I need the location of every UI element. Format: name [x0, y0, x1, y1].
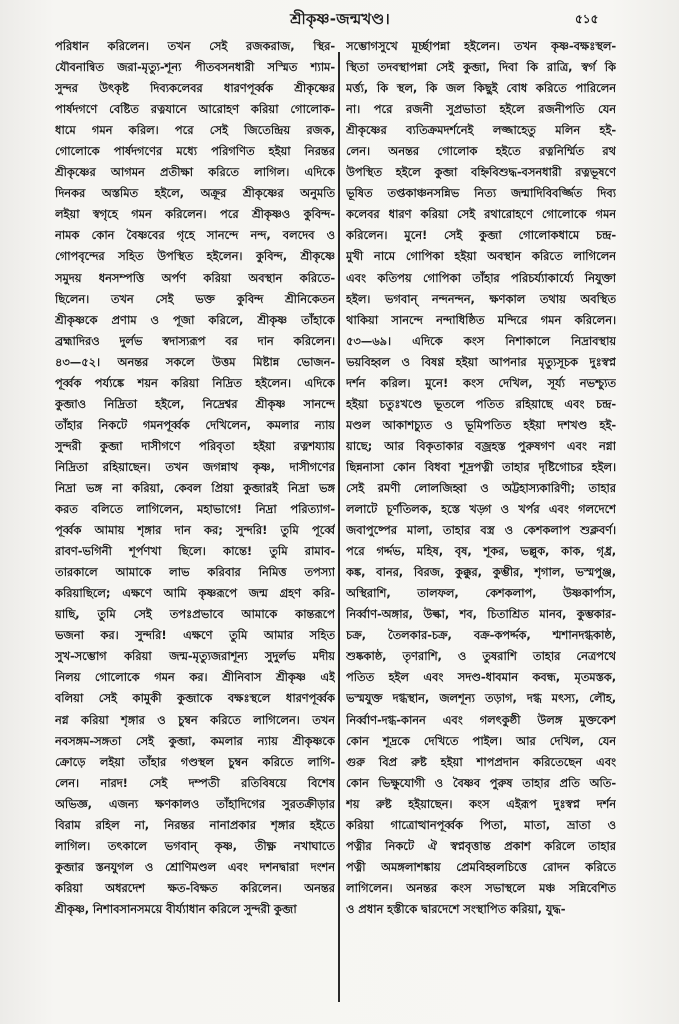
- text-line: চক্র, তৈলকার-চক্র, বক্র-কপর্দ্দক, শ্মশানদগ্ধকাষ্ঠ,: [346, 628, 616, 643]
- text-line: ভয়বিহ্বল ও বিষণ্ণ হইয়া আপনার মৃত্যুসূচক দুঃস্বপ্ন: [346, 354, 616, 369]
- text-line: নামক কোন বৈষ্ণবের গৃহে সানন্দে নন্দ, বলদেব ও: [55, 228, 335, 243]
- text-line: ভস্মযুক্ত দগ্ধস্থান, জলশূন্য তড়াগ, দগ্ধ মৎস্য, লৌহ,: [346, 691, 616, 706]
- text-line: এবং কতিপয় গোপিকা তাঁহার পরিচর্য্যাকার্য্যে নিযুক্তা: [346, 270, 616, 285]
- text-line: শ্রীকৃষ্ণের ব্যতিক্রমদর্শনেই লজ্জাহেতু মলিন হই-: [346, 123, 616, 138]
- text-line: নিদ্রিতা রহিয়াছেন। তখন জগন্নাথ কৃষ্ণ, দাসীগণের: [55, 459, 335, 474]
- text-line: সুন্দর উৎকৃষ্ট দিব্যকলেবর ধারণপূর্ব্বক শ্রীকৃষ্ণের: [55, 81, 335, 96]
- text-line: কঙ্ক, বানর, বিরজ, কুক্কুর, কুম্ভীর, শৃগাল, ভস্মপুঞ্জ,: [346, 565, 616, 580]
- text-line: য়াছি, তুমি সেই তপঃপ্রভাবে আমাকে কান্তরূপে: [55, 607, 335, 622]
- text-line: বলিয়া সেই কামুকী কুব্জাকে বক্ষঃস্থলে ধারণপূর্ব্বক: [55, 691, 335, 706]
- text-line: হইল। ভগবান্ নন্দনন্দন, ক্ষণকাল তথায় অবস্থিত: [346, 291, 616, 306]
- text-line: দর্শন করিল। মুনে! কংস দেখিল, সূর্য্য নভশ্চ্যুত: [346, 375, 616, 390]
- text-line: নগ্ন করিয়া শৃঙ্গার ও চুম্বন করিতে লাগিলেন। তখন: [55, 712, 335, 727]
- text-line: লাগিলেন। অনন্তর কংস সভাস্থলে মঞ্চ সন্নিবেশিত: [346, 880, 616, 895]
- text-line: করিলেন। মুনে! সেই কুব্জা গোলোকধামে চন্দ্র-: [346, 228, 616, 243]
- column-divider: [338, 52, 340, 1002]
- text-line: থাকিয়া সানন্দে নন্দাধিষ্ঠিত মন্দিরে গমন করিলেন।: [346, 312, 616, 327]
- text-line: দিনকর অস্তমিত হইলে, অক্রূর শ্রীকৃষ্ণের অনুমতি: [55, 186, 335, 201]
- text-line: লইয়া স্বগৃহে গমন করিলেন। পরে শ্রীকৃষ্ণও কুবিন্দ-: [55, 207, 335, 222]
- text-line: কোন ভিক্ষুযোগী ও বৈষ্ণব পুরুষ তাহার প্রতি অতি-: [346, 775, 616, 790]
- text-line: করিয়াছিলে; এক্ষণে আমি কৃষ্ণরূপে জন্ম গ্রহণ করি-: [55, 586, 335, 601]
- text-line: অস্থিরাশি, তালফল, কেশকলাপ, উষ্ণকার্পাস,: [346, 586, 616, 601]
- text-line: তাঁহার নিকটে গমনপূর্ব্বক দেখিলেন, কমলার ন্যায়: [55, 417, 335, 432]
- text-line: করত বলিতে লাগিলেন, মহাভাগে! নিদ্রা পরিত্যাগ-: [55, 502, 335, 517]
- text-line: মণ্ডল আকাশচ্যুত ও ভূমিপতিত হইয়া দশখণ্ড হই-: [346, 417, 616, 432]
- text-line: শুষ্ককাষ্ঠ, তৃণরাশি, ও তুষরাশি তাহার নেত্রপথে: [346, 649, 616, 664]
- text-line: ৪৩—৫২। অনন্তর সকলে উত্তম মিষ্টান্ন ভোজন-: [55, 354, 335, 369]
- text-line: করিয়া অধরদেশ ক্ষত-বিক্ষত করিলেন। অনন্তর: [55, 880, 335, 895]
- text-line: মর্ত্ত্য, কি স্থল, কি জল কিছুই বোধ করিতে পারিলেন: [346, 81, 616, 96]
- text-line: স্থিতা তদবস্থাপন্না সেই কুব্জা, দিবা কি রাত্রি, স্বর্গ কি: [346, 60, 616, 75]
- text-line: ভূষিত তপ্তকাঞ্চনসন্নিভ নিত্য জন্মাদিবিবর্জ্জিত দিব্য: [346, 186, 616, 201]
- text-line: গোপবৃন্দের সহিত উপস্থিত হইলেন। কুবিন্দ, শ্রীকৃষ্ণে: [55, 249, 335, 264]
- text-line: য়াছে; আর বিকৃতাকার বজ্রহস্ত পুরুষগণ এবং নগ্না: [346, 438, 616, 453]
- text-line: লেন। নারদ! সেই দম্পতী রতিবিষয়ে বিশেষ: [55, 775, 335, 790]
- text-line: তারকালে আমাকে লাভ করিবার নিমিত্ত তপস্যা: [55, 565, 335, 580]
- text-line: পার্ষদগণে বেষ্টিত রত্নযানে আরোহণ করিয়া গোলোক-: [55, 102, 335, 117]
- text-line: করিয়া গাত্রোত্থানপূর্ব্বক পিতা, মাতা, ভ্রাতা ও: [346, 817, 616, 832]
- text-line: নির্ব্বাণ-অঙ্গার, উল্কা, শব, চিতাশ্রিত মানব, কুম্ভকার-: [346, 607, 616, 622]
- text-line: মুখী নামে গোপিকা হইয়া অবস্থান করিতে লাগিলেন: [346, 249, 616, 264]
- text-line: লাগিল। তৎকালে ভগবান্ কৃষ্ণ, তীক্ষ্ণ নখাঘাতে: [55, 838, 335, 853]
- text-line: ধামে গমন করিল। পরে সেই জিতেন্দ্রিয় রজক,: [55, 123, 335, 138]
- text-line: হইয়া চতুঃখণ্ডে ভূতলে পতিত রহিয়াছে এবং চন্দ্র-: [346, 396, 616, 411]
- text-line: ও প্রধান হস্তীকে দ্বারদেশে সংস্থাপিত করিয়া, যুদ্ধ-: [346, 901, 566, 916]
- text-line: গোলোকে পার্ষদগণের মধ্যে পরিগণিত হইয়া নিরন্তর: [55, 144, 335, 159]
- text-line: ব্রহ্মাদিরও দুর্লভ স্বদাস্যরূপ বর দান করিলেন।: [55, 333, 335, 348]
- text-line: ললাটে চূর্ণতিলক, হস্তে খড়্গ ও খর্পর এবং গলদেশে: [346, 502, 616, 517]
- right-column: [346, 36, 616, 920]
- text-line: উপস্থিত হইলে কুব্জা বহ্নিবিশুদ্ধ-বসনধারী রত্নভূষণে: [346, 165, 616, 180]
- text-line: অভিজ্ঞ, এজন্য ক্ষণকালও তাঁহাদিগের সুরতক্রীড়ার: [55, 796, 335, 811]
- text-line: সমুদয় ধনসম্পত্তি অর্পণ করিয়া অবস্থান করিতে-: [55, 270, 335, 285]
- text-line: পরে গর্দ্দভ, মহিষ, বৃষ, শূকর, ভল্লুক, কাক, গৃধ্র,: [346, 544, 616, 559]
- text-line: কুব্জাও নিদ্রিতা হইলে, নিদ্রেশ্বর শ্রীকৃষ্ণ সানন্দে: [55, 396, 335, 411]
- page-header: [0, 8, 679, 32]
- running-title: শ্রীকৃষ্ণ-জন্মখণ্ড।: [290, 10, 390, 28]
- text-line: ৫৩—৬৯। এদিকে কংস নিশাকালে নিদ্রাবস্থায়: [346, 333, 616, 348]
- left-column: [55, 36, 335, 920]
- text-line: সম্ভোগসুখে মূর্চ্ছাপন্না হইলেন। তখন কৃষ্ণ-বক্ষঃস্থল-: [346, 39, 616, 53]
- text-line: শ্রীকৃষ্ণের আগমন প্রতীক্ষা করিতে লাগিল। এদিকে: [55, 165, 335, 180]
- text-line: পত্নীর নিকটে ঐ স্বপ্নবৃত্তান্ত প্রকাশ করিলে তাহার: [346, 838, 616, 853]
- text-line: লেন। অনন্তর গোলোক হইতে রত্ননির্ম্মিত রথ: [346, 144, 616, 159]
- text-line: পূর্ব্বক আমায় শৃঙ্গার দান কর; সুন্দরি! তুমি পূর্ব্বে: [55, 523, 335, 538]
- text-line: পতিত হইল এবং সদণ্ড-ধাবমান কবন্ধ, মৃতমস্তক,: [346, 670, 616, 685]
- text-line: রাবণ-ভগিনী শূর্পণখা ছিলে। কান্তে! তুমি রামাব-: [55, 544, 335, 559]
- text-line: সুন্দরী কুব্জা দাসীগণে পরিবৃতা হইয়া রত্নশয্যায়: [55, 438, 335, 453]
- text-line: ছিলেন। তখন সেই ভক্ত কুবিন্দ শ্রীনিকেতন: [55, 291, 335, 306]
- text-line: নবসঙ্গম-সঙ্গতা সেই কুব্জা, কমলার ন্যায় শ্রীকৃষ্ণকে: [55, 733, 335, 748]
- text-line: সুখ-সম্ভোগ করিয়া জন্ম-মৃত্যুজরাশূন্য সুদুর্লভ মদীয়: [55, 649, 335, 664]
- text-line: কুব্জার স্তনযুগল ও শ্রোণিমণ্ডল এবং দশনদ্বারা দংশন: [55, 859, 335, 874]
- text-line: শ্রীকৃষ্ণকে প্রণাম ও পূজা করিলে, শ্রীকৃষ্ণ তাঁহাকে: [55, 312, 335, 327]
- text-line: শয় রুষ্ট হইয়াছেন। কংস এইরূপ দুঃস্বপ্ন দর্শন: [346, 796, 616, 811]
- text-line: শ্রীকৃষ্ণ, নিশাবসানসময়ে বীর্য্যাধান করিলে সুন্দরী কুব্জা: [55, 901, 297, 916]
- text-line: পূর্ব্বক পর্য্যঙ্কে শয়ন করিয়া নিদ্রিত হইলেন। এদিকে: [55, 375, 335, 390]
- text-line: সেই রমণী লোলজিহ্বা ও অট্টহাস্যকারিণী; তাহার: [346, 480, 616, 495]
- text-line: ভজনা কর। সুন্দরি! এক্ষণে তুমি আমার সহিত: [55, 628, 335, 643]
- page-number: ৫১৫: [575, 12, 599, 26]
- text-line: ক্রোড়ে লইয়া তাঁহার গণ্ডস্থল চুম্বন করিতে লাগি-: [55, 754, 335, 769]
- text-line: জবাপুষ্পের মালা, তাহার বস্ত্র ও কেশকলাপ শুক্লবর্ণ।: [346, 523, 616, 538]
- text-line: কোন শূদ্রকে দেখিতে পাইল। আর দেখিল, যেন: [346, 733, 616, 748]
- text-line: পরিধান করিলেন। তখন সেই রজকরাজ, স্থির-: [55, 39, 335, 53]
- text-line: গুরু বিপ্র রুষ্ট হইয়া শাপপ্রদান করিতেছেন এবং: [346, 754, 616, 769]
- text-line: নিলয় গোলোকে গমন কর। শ্রীনিবাস শ্রীকৃষ্ণ এই: [55, 670, 335, 685]
- text-line: বিরাম রহিল না, নিরন্তর নানাপ্রকার শৃঙ্গার হইতে: [55, 817, 335, 832]
- text-line: পত্নী অমঙ্গলাশঙ্কায় প্রেমবিহ্বলচিত্তে রোদন করিতে: [346, 859, 616, 874]
- text-line: নিদ্রা ভঙ্গ না করিয়া, কেবল প্রিয়া কুব্জারই নিদ্রা ভঙ্গ: [55, 480, 335, 495]
- text-line: ছিন্ননাসা কোন বিধবা শূদ্রপত্নী তাহার দৃষ্টিগোচর হইল।: [346, 459, 616, 474]
- text-line: না। পরে রজনী সুপ্রভাতা হইলে রজনীপতি যেন: [346, 102, 616, 117]
- text-line: যৌবনান্বিত জরা-মৃত্যু-শূন্য পীতবসনধারী সস্মিত শ্যাম-: [55, 60, 335, 75]
- text-line: নির্ব্বাণ-দগ্ধ-কানন এবং গলৎকুষ্ঠী উলঙ্গ মুক্তকেশ: [346, 712, 616, 727]
- text-line: কলেবর ধারণ করিয়া সেই রথারোহণে গোলোকে গমন: [346, 207, 616, 222]
